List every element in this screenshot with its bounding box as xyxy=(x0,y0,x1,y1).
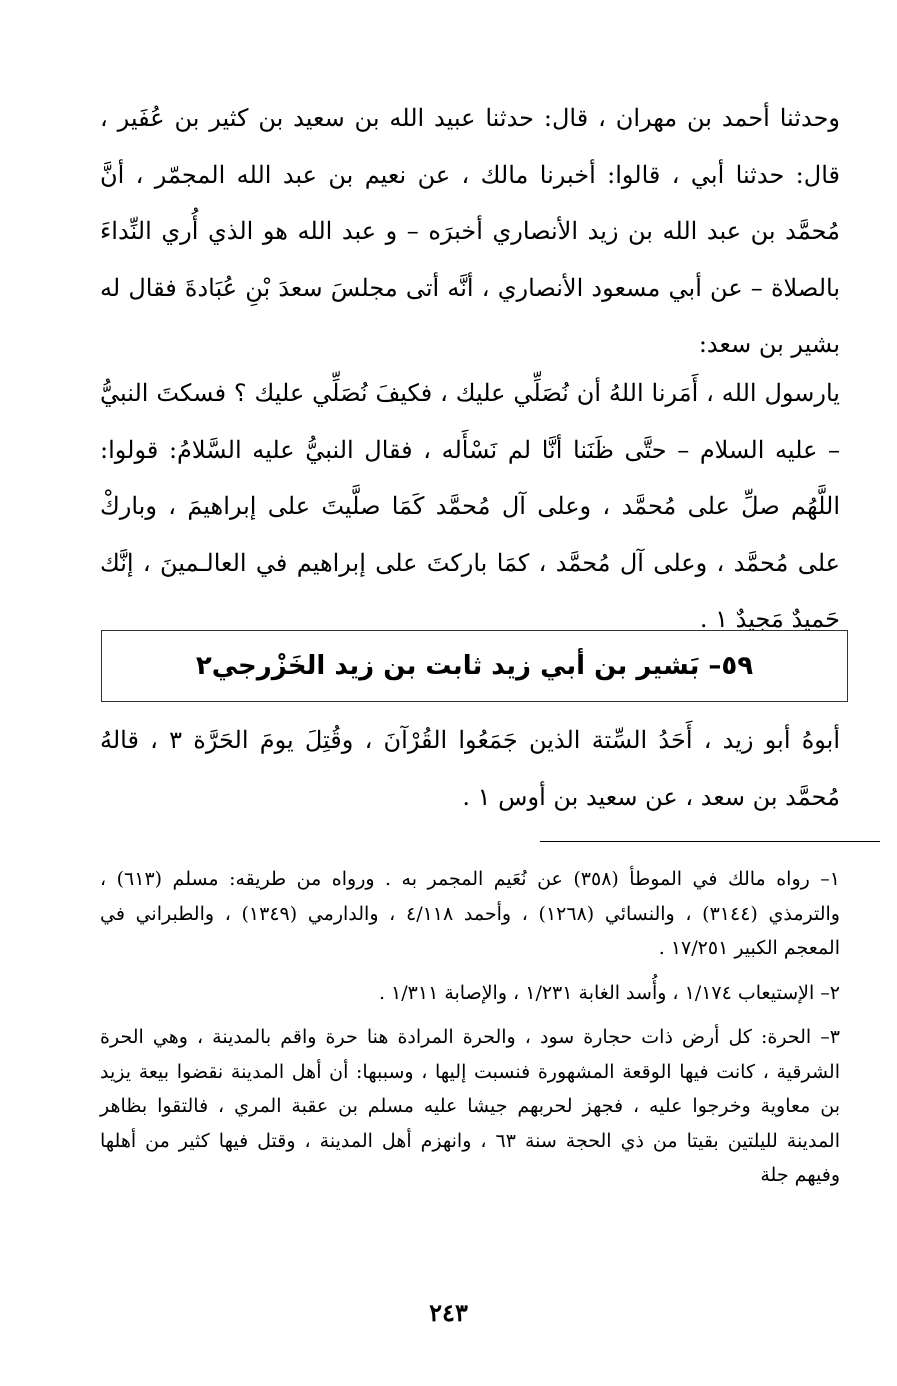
section-heading-box xyxy=(101,630,848,702)
footnote-2: ٢– الإستيعاب ١/١٧٤ ، وأُسد الغابة ١/٢٣١ ، والإصابة ١/٣١١ . xyxy=(378,981,840,1004)
footnote-3: ٣– الحرة: كل أرض ذات حجارة سود ، والحرة المرادة هنا حرة واقم بالمدينة ، وهي الحرة الشرقية ، كانت فيها الوقعة المشهورة فنسبت إليها ، وسببها: أن أهل المدينة نقضوا بيعة يزيد بن معاوية وخرجوا عليه ، فجهز لحربهم جيشا عليه مسلم بن عقبة المري ، فالتقوا بظاهر المدينة لليلتين بقيتا من ذي الحجة سنة ٦٣ ، وانهزم أهل المدينة ، وقتل فيها كثير من أهلها وفيهم جلة xyxy=(100,1026,841,1186)
body-paragraph-2: يارسول الله ، أَمَرنا اللهُ أن نُصَلِّي عليك ، فكيفَ نُصَلِّي عليك ؟ فسكتَ النبيُّ – عليه السلام – حتَّى ظَنَنا أنَّا لم نَسْأَله ، فقال النبيُّ عليه السَّلامُ: قولوا: اللَّهُم صلِّ على مُحمَّد ، وعلى آل مُحمَّد كَمَا صلَّيتَ على إبراهيمَ ، وباركْ على مُحمَّد ، وعلى آل مُحمَّد ، كمَا باركتَ على إبراهيم في العالـمينَ ، إنَّك حَميدٌ مَجيدٌ ١ . xyxy=(100,379,841,633)
footnotes xyxy=(100,862,840,1203)
footnote-1: ١– رواه مالك في الموطأ (٣٥٨) عن نُعَيم المجمر به . ورواه من طريقه: مسلم (٦١٣) ، والترمذي (٣١٤٤) ، والنسائي (١٢٦٨) ، وأحمد ٤/١١٨ ، والدارمي (١٣٤٩) ، والطبراني في المعجم الكبير ١٧/٢٥١ . xyxy=(100,868,840,959)
body-paragraph-1: وحدثنا أحمد بن مهران ، قال: حدثنا عبيد الله بن سعيد بن كثير بن عُفَير ، قال: حدثنا أبي ، قالوا: أخبرنا مالك ، عن نعيم بن عبد الله المجمّر ، أنَّ مُحمَّد بن عبد الله بن زيد الأنصاري أخبرَه – و عبد الله هو الذي أُري النِّداءَ بالصلاة – عن أبي مسعود الأنصاري ، أنَّه أتى مجلسَ سعدَ بْنِ عُبَادةَ فقال له بشير بن سعد: xyxy=(100,104,840,358)
footnote-separator xyxy=(540,841,880,842)
section-title: ٥٩– بَشير بن أبي زيد ثابت بن زيد الخَزْرجي٢ xyxy=(195,651,754,681)
section-paragraph: أبوهُ أبو زيد ، أَحَدُ السِّتة الذين جَمَعُوا القُرْآنَ ، وقُتِلَ يومَ الحَرَّة ٣ ، قالهُ مُحمَّد بن سعد ، عن سعيد بن أوس ١ . xyxy=(100,726,841,811)
page-number: ٢٤٣ xyxy=(429,1298,468,1327)
